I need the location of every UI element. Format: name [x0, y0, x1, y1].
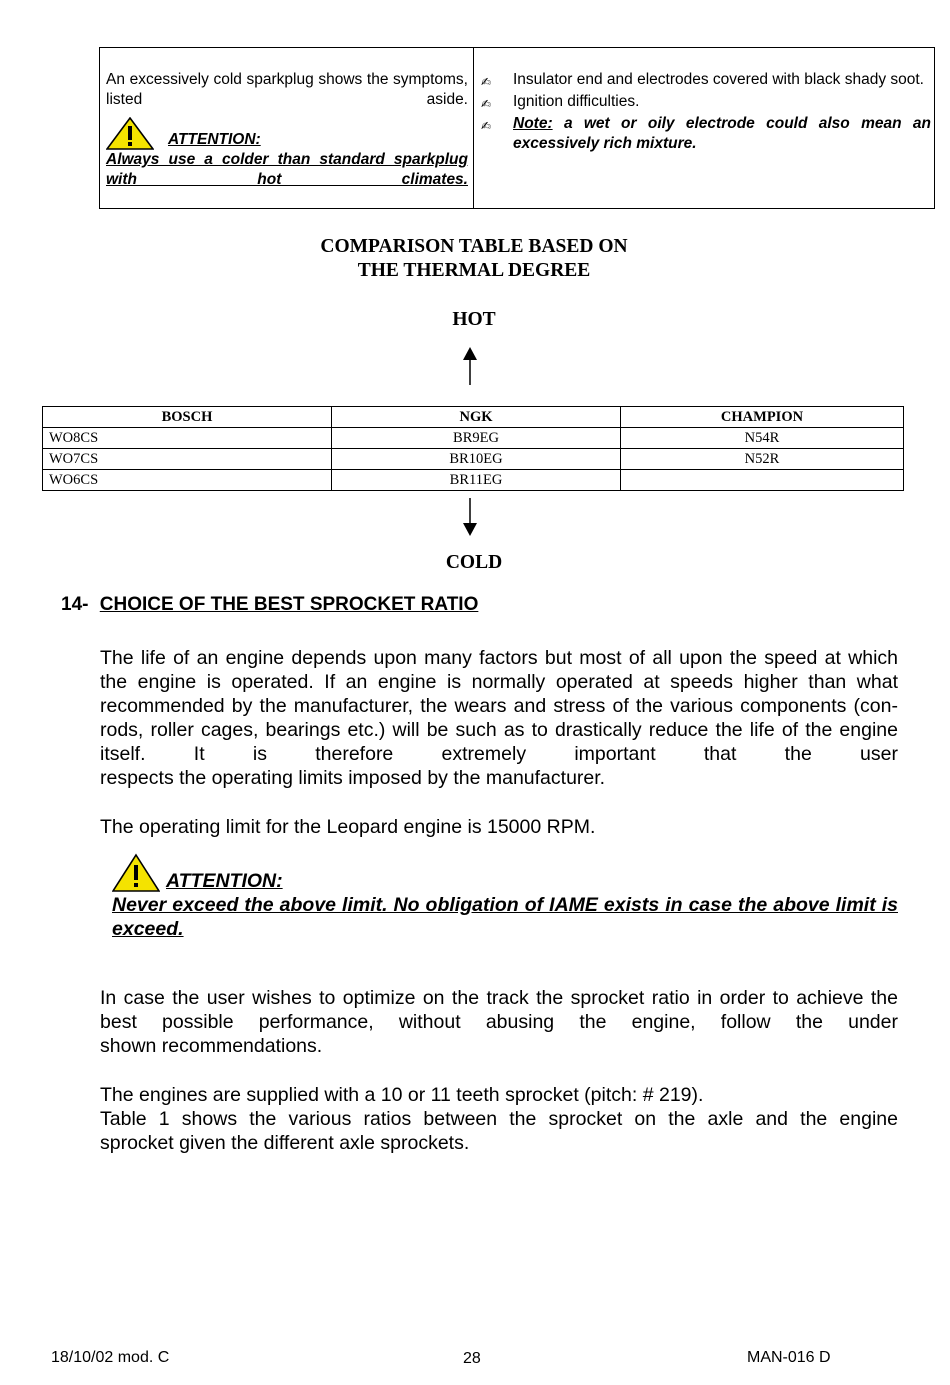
attention-line: [106, 118, 468, 150]
paragraph-engine-life: [100, 646, 898, 790]
header-bosch: BOSCH: [43, 407, 332, 428]
paragraph-text: The engines are supplied with a 10 or 11 teeth sprocket (pitch: # 219).: [100, 1084, 704, 1106]
paragraph-optimize: [100, 986, 898, 1058]
comparison-title-line2: THE THERMAL DEGREE: [357, 260, 591, 281]
writing-hand-icon: ✍: [481, 97, 492, 111]
table-header-row: [43, 407, 904, 428]
table-cell: N54R: [621, 428, 904, 449]
page-number: 28: [463, 1350, 481, 1367]
paragraph-text: In case the user wishes to optimize on the track the sprocket ratio in order to achieve the best possible performance, without abusing the engine, follow the under: [100, 987, 898, 1033]
paragraph-text: The life of an engine depends upon many factors but most of all upon the speed at which the engine is operated. If an engine is normally operated at speeds higher than what recommended by the manufacturer, the wears and stress of the various components (con-rods, roller cages, bearings etc.) will be such as to drastically reduce the life of the engine itself. It is therefore extremely important that the user: [100, 647, 898, 765]
footer-doc-code: MAN-016 D: [747, 1349, 831, 1366]
list-item: [481, 92, 931, 114]
hot-label: HOT: [452, 309, 496, 330]
column-divider: [473, 48, 474, 208]
list-item: [481, 70, 931, 92]
bullet-text: Insulator end and electrodes covered with black shady soot.: [513, 71, 924, 88]
section-number: 14-: [61, 594, 89, 615]
note-label: Note:: [513, 115, 553, 132]
table-row: [43, 449, 904, 470]
header-champion: CHAMPION: [621, 407, 904, 428]
comparison-title-line1: COMPARISON TABLE BASED ON: [320, 236, 628, 257]
section-heading: [61, 594, 478, 616]
arrow-up-icon: [460, 346, 480, 386]
writing-hand-icon: ✍: [481, 75, 492, 89]
footer-date: 18/10/02 mod. C: [51, 1349, 170, 1366]
note-body: a wet or oily electrode could also mean an excessively rich mixture.: [513, 115, 931, 152]
bullet-text: Ignition difficulties.: [513, 93, 640, 110]
attention-block: [112, 871, 898, 941]
warning-triangle-icon: [106, 117, 154, 150]
note-text: [513, 114, 931, 154]
right-cell: [481, 70, 931, 154]
table-row: [43, 470, 904, 491]
table-cell: BR10EG: [332, 449, 621, 470]
cold-label: COLD: [445, 552, 503, 573]
warning-triangle-icon: [112, 853, 160, 893]
spark-plug-comparison-table: [42, 406, 904, 491]
attention-text: Always use a colder than standard sparkplug with hot climates.: [106, 151, 468, 188]
table-cell: N52R: [621, 449, 904, 470]
table-cell: BR11EG: [332, 470, 621, 491]
paragraph-text: Table 1 shows the various ratios between the sprocket on the axle and the engine: [100, 1108, 898, 1130]
paragraph-text: shown recommendations.: [100, 1035, 323, 1057]
arrow-down-icon: [460, 497, 480, 537]
paragraph-sprocket: [100, 1083, 898, 1155]
paragraph-operating-limit: The operating limit for the Leopard engine is 15000 RPM.: [100, 816, 596, 838]
table-cell: [621, 470, 904, 491]
attention-text: Never exceed the above limit. No obligation of IAME exists in case the above limit is exceed.: [112, 894, 898, 940]
table-cell: WO7CS: [43, 449, 332, 470]
symptoms-box: [99, 47, 935, 209]
paragraph-text: respects the operating limits imposed by the manufacturer.: [100, 767, 606, 789]
writing-hand-icon: ✍: [481, 119, 492, 133]
attention-label: ATTENTION:: [166, 870, 283, 892]
left-cell-text: An excessively cold sparkplug shows the symptoms, listed aside.: [106, 71, 468, 108]
attention-label: ATTENTION:: [168, 131, 261, 148]
left-cell: [106, 70, 468, 190]
section-title: CHOICE OF THE BEST SPROCKET RATIO: [99, 594, 479, 615]
list-item: [481, 114, 931, 154]
table-row: [43, 428, 904, 449]
table-cell: BR9EG: [332, 428, 621, 449]
header-ngk: NGK: [332, 407, 621, 428]
table-cell: WO8CS: [43, 428, 332, 449]
paragraph-text: sprocket given the different axle sprockets.: [100, 1132, 470, 1154]
table-cell: WO6CS: [43, 470, 332, 491]
